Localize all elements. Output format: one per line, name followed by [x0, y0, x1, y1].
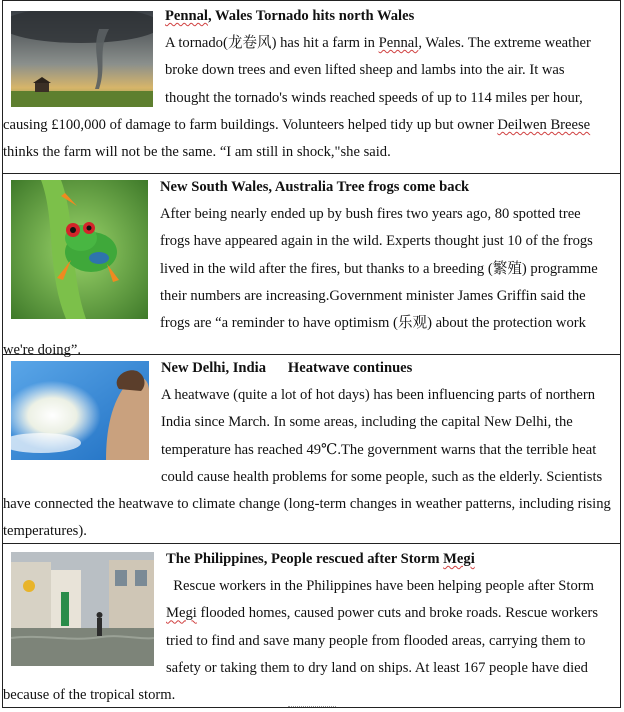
- article-body: A tornado(龙卷风) has hit a farm in Pennal, Wales. The extreme weather broke down trees and even lifted sheep and lambs into the air. It was thought the tornado's winds reached speeds of up to 114 miles per hour, causing £100,000 of damage to farm buildings. Volunteers helped tidy up but owner Deilwen Breese thinks the farm will not be the same. “I am still in shock,"she said.: [3, 35, 591, 161]
- news-table: [2, 0, 621, 708]
- article-body: After being nearly ended up by bush fires two years ago, 80 spotted tree frogs have appeared again in the wild. Experts thought just 10 of the frogs lived in the wild after the fires, but thanks to a breeding (繁殖) programme their numbers are increasing.Government minister James Griffin said the frogs are “a reminder to have optimism (乐观) about the protection work we're doing”.: [3, 206, 598, 359]
- article-tree-frogs: [3, 173, 620, 359]
- article-storm-megi: [3, 543, 620, 709]
- article-title: New South Wales, Australia Tree frogs come back: [160, 179, 470, 195]
- article-heatwave: [3, 354, 620, 543]
- article-body: A heatwave (quite a lot of hot days) has been influencing parts of northern India since March. In some areas, including the capital New Delhi, the temperature has reached 49℃.The government warns that the terrible heat could cause health problems for some people, such as the elderly. Scientists have connected the heatwave to climate change (long-term changes in weather patterns, including rising temperatures).: [3, 387, 611, 540]
- article-title: New Delhi, India Heatwave continues: [161, 360, 413, 376]
- tornado-photo: [11, 11, 153, 107]
- tree-frog-photo: [11, 180, 148, 319]
- heatwave-photo: [11, 361, 149, 460]
- article-body: Rescue workers in the Philippines have been helping people after Storm Megi flooded homes, caused power cuts and broke roads. Rescue workers tried to find and save many people from flooded areas, carrying them to safety or taking them to dry land on ships. At least 167 people have died because of the tropical storm.: [3, 578, 602, 704]
- flood-street-photo: [11, 552, 154, 666]
- article-title: Pennal, Wales Tornado hits north Wales: [165, 8, 415, 24]
- article-title: The Philippines, People rescued after Storm Megi: [166, 551, 475, 567]
- article-tornado: [3, 1, 620, 173]
- page-break-marker: [288, 706, 336, 711]
